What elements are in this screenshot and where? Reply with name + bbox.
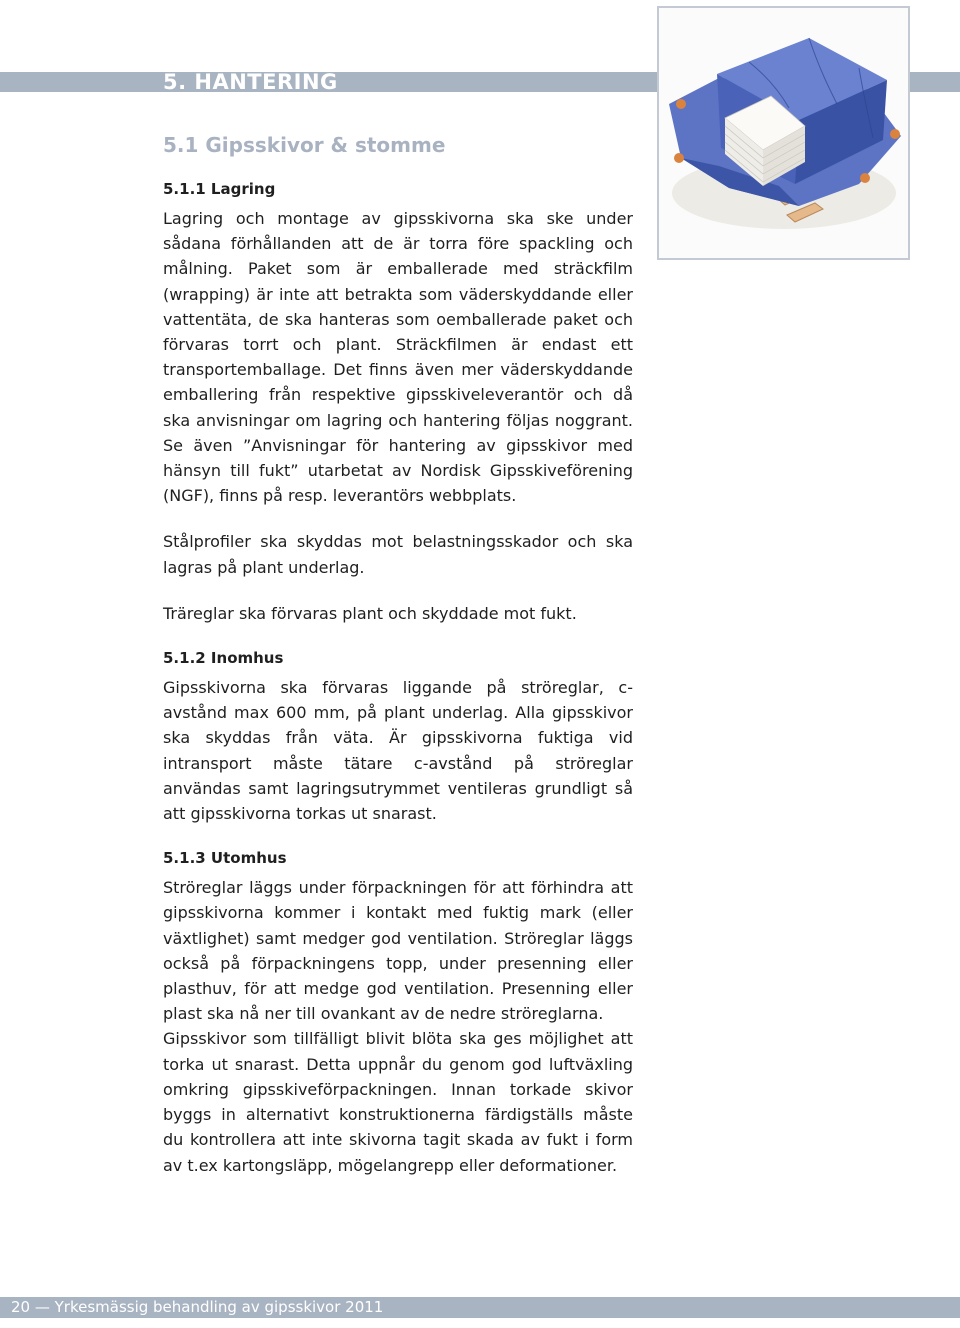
- paragraph: Stålprofiler ska skyddas mot belastningsskador och ska lagras på plant underlag.: [163, 532, 633, 577]
- subsection-heading: 5.1.3 Utomhus: [163, 849, 287, 868]
- board-stack-figure: [657, 6, 910, 260]
- main-content: [163, 178, 633, 1178]
- paragraph: Gipsskivor som tillfälligt blivit blöta ska ges möjlighet att torka ut snarast. Detta uppnår du genom god luftväxling omkring gipsskiveförpackningen. Innan torkade skivor byggs in alternativt konstruktionerna färdigställs måste du kontrollera att inte skivorna tagit skada av fukt i form av t.ex kartongsläpp, mögelangrepp eller deformationer.: [163, 1029, 633, 1175]
- subsection-heading: 5.1.2 Inomhus: [163, 649, 284, 668]
- paragraph: Gipsskivorna ska förvaras liggande på ströreglar, c-avstånd max 600 mm, på plant underlag. Alla gipsskivor ska skyddas från väta. Är gipsskivorna fuktiga vid intransport måste tätare c-avstånd på ströreglar användas samt lagringsutrymmet ventileras grundligt så att gipsskivorna torkas ut snarast.: [163, 678, 633, 824]
- paragraph: Lagring och montage av gipsskivorna ska ske under sådana förhållanden att de är torra före spackling och målning. Paket som är emballerade med sträckfilm (wrapping) är inte att betrakta som väderskyddande eller vattentäta, de ska hanteras som oemballerade paket och förvaras torrt och plant. Sträckfilmen är endast ett transportemballage. Det finns även mer väderskyddande emballering från respektive gipsskiveleverantör och då ska anvisningar om lagring och hantering följas noggrant. Se även ”Anvisningar för hantering av gipsskivor med hänsyn till fukt” utarbetat av Nordisk Gipsskiveförening (NGF), finns på resp. leverantörs webbplats.: [163, 209, 633, 506]
- section-title: 5.1 Gipsskivor & stomme: [163, 133, 446, 157]
- footer-text: 20 — Yrkesmässig behandling av gipsskivor 2011: [11, 1298, 384, 1316]
- paragraph: Ströreglar läggs under förpackningen för att förhindra att gipsskivorna kommer i kontakt med fuktig mark (eller växtlighet) samt medger god ventilation. Ströreglar läggs också på förpackningens topp, under presenning eller plasthuv, för att medge god ventilation. Presenning eller plast ska nå ner till ovankant av de nedre ströreglarna.: [163, 878, 633, 1024]
- paragraph: Träreglar ska förvaras plant och skyddade mot fukt.: [163, 603, 577, 623]
- chapter-title: 5. HANTERING: [163, 70, 338, 94]
- subsection-heading: 5.1.1 Lagring: [163, 180, 276, 198]
- tarp-covered-stack-icon: [659, 8, 908, 258]
